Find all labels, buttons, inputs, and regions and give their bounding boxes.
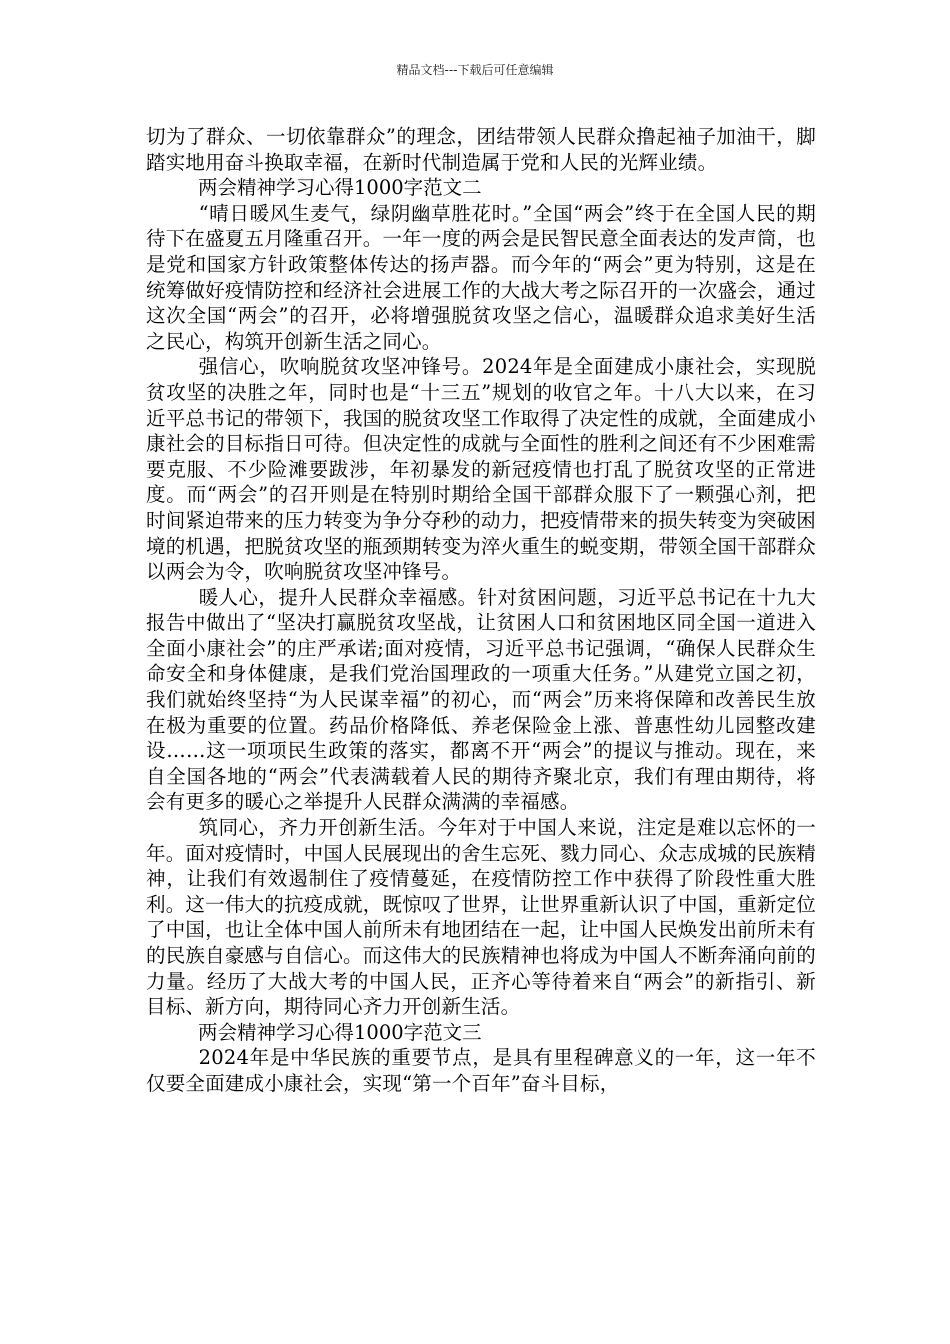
section-heading: 两会精神学习心得1000字范文二 — [198, 176, 482, 200]
document-body — [146, 124, 816, 1097]
paragraph: “晴日暖风生麦气，绿阴幽草胜花时。”全国“两会”终于在全国人民的期待下在盛夏五月隆重召开。一年一度的两会是民智民意全面表达的发声筒，也是党和国家方针政策整体传达的扬声器。而今年的“两会”更为特别，这是在统筹做好疫情防控和经济社会进展工作的大战大考之际召开的一次盛会，通过这次全国“两会”的召开，必将增强脱贫攻坚之信心，温暖群众追求美好生活之民心，构筑开创新生活之同心。 — [146, 201, 816, 353]
section-heading: 两会精神学习心得1000字范文三 — [198, 1020, 482, 1044]
paragraph: 2024年是中华民族的重要节点，是具有里程碑意义的一年，这一年不仅要全面建成小康社会，实现“第一个百年”奋斗目标， — [146, 1046, 816, 1095]
paragraph: 暖人心，提升人民群众幸福感。针对贫困问题，习近平总书记在十九大报告中做出了“坚决打赢脱贫攻坚战，让贫困人口和贫困地区同全国一道进入全面小康社会”的庄严承诺;面对疫情，习近平总书记强调，“确保人民群众生命安全和身体健康，是我们党治国理政的一项重大任务。”从建党立国之初，我们就始终坚持“为人民谋幸福”的初心，而“两会”历来将保障和改善民生放在极为重要的位置。药品价格降低、养老保险金上涨、普惠性幼儿园整改建设……这一项项民生政策的落实，都离不开“两会”的提议与推动。现在，来自全国各地的“两会”代表满载着人民的期待齐聚北京，我们有理由期待，将会有更多的暖心之举提升人民群众满满的幸福感。 — [146, 585, 816, 814]
paragraph: 强信心，吹响脱贫攻坚冲锋号。2024年是全面建成小康社会，实现脱贫攻坚的决胜之年，同时也是“十三五”规划的收官之年。十八大以来，在习近平总书记的带领下，我国的脱贫攻坚工作取得了决定性的成就，全面建成小康社会的目标指日可待。但决定性的成就与全面性的胜利之间还有不少困难需要克服、不少险滩要跋涉，年初暴发的新冠疫情也打乱了脱贫攻坚的正常进度。而“两会”的召开则是在特别时期给全国干部群众服下了一颗强心剂，把时间紧迫带来的压力转变为争分夺秒的动力，把疫情带来的损失转变为突破困境的机遇，把脱贫攻坚的瓶颈期转变为淬火重生的蜕变期，带领全国干部群众以两会为令，吹响脱贫攻坚冲锋号。 — [146, 355, 816, 584]
paragraph: 切为了群众、一切依靠群众”的理念，团结带领人民群众撸起袖子加油干，脚踏实地用奋斗换取幸福，在新时代制造属于党和人民的光辉业绩。 — [146, 125, 816, 174]
page-header: 精品文档---下载后可任意编辑 — [396, 63, 554, 77]
paragraph: 筑同心，齐力开创新生活。今年对于中国人来说，注定是难以忘怀的一年。面对疫情时，中国人民展现出的舍生忘死、戮力同心、众志成城的民族精神，让我们有效遏制住了疫情蔓延，在疫情防控工作中获得了阶段性重大胜利。这一伟大的抗疫成就，既惊叹了世界，让世界重新认识了中国，重新定位了中国，也让全体中国人前所未有地团结在一起，让中国人民焕发出前所未有的民族自豪感与自信心。而这伟大的民族精神也将成为中国人不断奔涌向前的力量。经历了大战大考的中国人民，正齐心等待着来自“两会”的新指引、新目标、新方向，期待同心齐力开创新生活。 — [146, 816, 816, 1019]
